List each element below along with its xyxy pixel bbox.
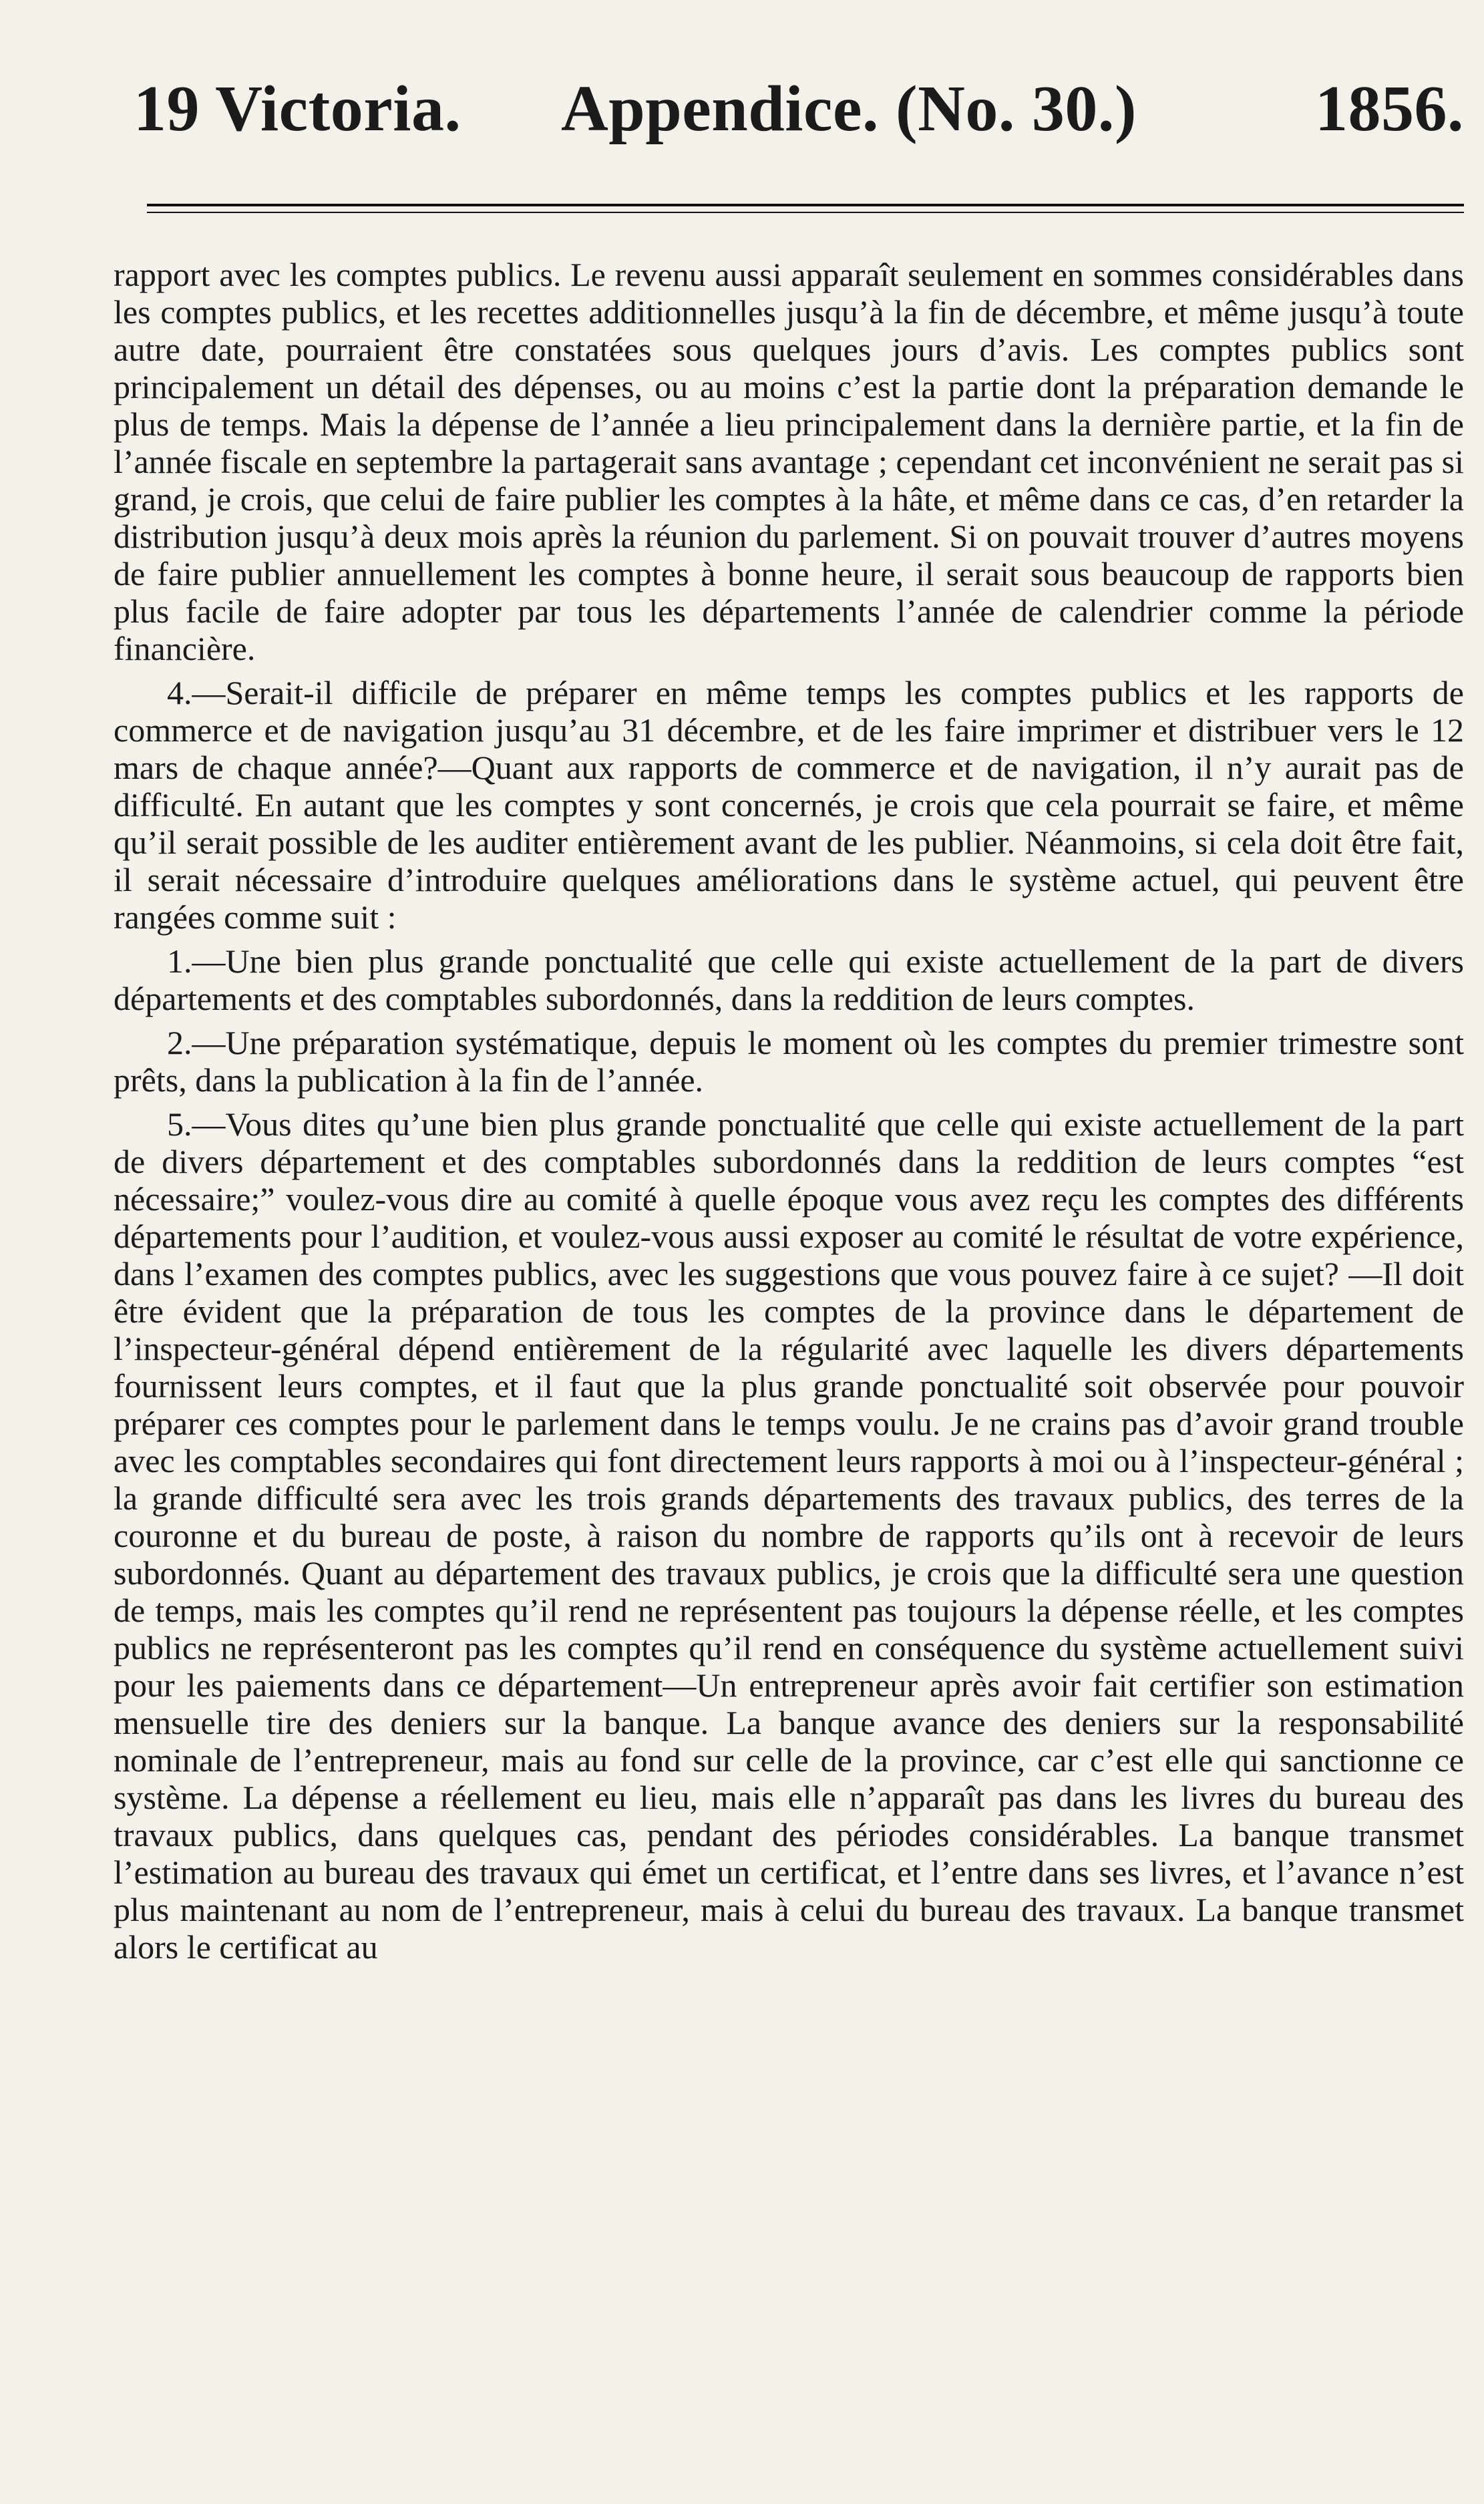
header-rule-thin [147, 212, 1464, 213]
paragraph-question-4: 4.—Serait-il difficile de préparer en même temps les comptes publics et les rapports de commerce et de navigation jusqu’au 31 décembre, et de les faire imprimer et distribuer vers le 12 mars de chaque année?—Quant aux rapports de commerce et de navigation, il n’y aurait pas de difficulté. En autant que les comptes y sont concernés, je crois que cela pourrait se faire, et même qu’il serait possible de les auditer entièrement avant de les publier. Néanmoins, si cela doit être fait, il serait nécessaire d’introduire quelques améliorations dans le système actuel, qui peuvent être rangées comme suit : [114, 674, 1464, 936]
header-appendix-title: Appendice. (No. 30.) [561, 73, 1137, 145]
page-header [134, 73, 1464, 174]
header-rules [147, 204, 1464, 213]
header-rule-thick [147, 204, 1464, 206]
list-item-2: 2.—Une préparation systématique, depuis le moment où les comptes du premier trimestre sont prêts, dans la publication à la fin de l’année. [114, 1024, 1464, 1099]
body-text [114, 256, 1464, 1972]
header-regnal-year: 19 Victoria. [134, 73, 461, 145]
list-item-1: 1.—Une bien plus grande ponctualité que celle qui existe actuellement de la part de divers départements et des comptables subordonnés, dans la reddition de leurs comptes. [114, 942, 1464, 1017]
header-year: 1856. [1315, 73, 1464, 145]
paragraph-continuation: rapport avec les comptes publics. Le revenu aussi apparaît seulement en sommes considérables dans les comptes publics, et les recettes additionnelles jusqu’à la fin de décembre, et même jusqu’à toute autre date, pourraient être constatées sous quelques jours d’avis. Les comptes publics sont principalement un détail des dépenses, ou au moins c’est la partie dont la préparation demande le plus de temps. Mais la dépense de l’année a lieu principalement dans la dernière partie, et la fin de l’année fiscale en septembre la partagerait sans avantage ; cependant cet inconvénient ne serait pas si grand, je crois, que celui de faire publier les comptes à la hâte, et même dans ce cas, d’en retarder la distribution jusqu’à deux mois après la réunion du parlement. Si on pouvait trouver d’autres moyens de faire publier annuellement les comptes à bonne heure, il serait sous beaucoup de rapports bien plus facile de faire adopter par tous les départements l’année de calendrier comme la période financière. [114, 256, 1464, 667]
paragraph-question-5: 5.—Vous dites qu’une bien plus grande ponctualité que celle qui existe actuellement de la part de divers département et des comptables subordonnés dans la reddition de leurs comptes “est nécessaire;” voulez-vous dire au comité à quelle époque vous avez reçu les comptes des différents départements pour l’audition, et voulez-vous aussi exposer au comité le résultat de votre expérience, dans l’examen des comptes publics, avec les suggestions que vous pouvez faire à ce sujet? —Il doit être évident que la préparation de tous les comptes de la province dans le département de l’inspecteur-général dépend entièrement de la régularité avec laquelle les divers départements fournissent leurs comptes, et il faut que la plus grande ponctualité soit observée pour pouvoir préparer ces comptes pour le parlement dans le temps voulu. Je ne crains pas d’avoir grand trouble avec les comptables secondaires qui font directement leurs rapports à moi ou à l’inspecteur-général ; la grande difficulté sera avec les trois grands départements des travaux publics, des terres de la couronne et du bureau de poste, à raison du nombre de rapports qu’ils ont à recevoir de leurs subordonnés. Quant au département des travaux publics, je crois que la difficulté sera une question de temps, mais les comptes qu’il rend ne représentent pas toujours la dépense réelle, et les comptes publics ne représenteront pas les comptes qu’il rend en conséquence du système actuellement suivi pour les paiements dans ce département—Un entrepreneur après avoir fait certifier son estimation mensuelle tire des deniers sur la banque. La banque avance des deniers sur la responsabilité nominale de l’entrepreneur, mais au fond sur celle de la province, car c’est elle qui sanctionne ce système. La dépense a réellement eu lieu, mais elle n’apparaît pas dans les livres du bureau des travaux publics, dans quelques cas, pendant des périodes considérables. La banque transmet l’estimation au bureau des travaux qui émet un certificat, et l’entre dans ses livres, et l’avance n’est plus maintenant au nom de l’entrepreneur, mais à celui du bureau des travaux. La banque transmet alors le certificat au [114, 1105, 1464, 1966]
